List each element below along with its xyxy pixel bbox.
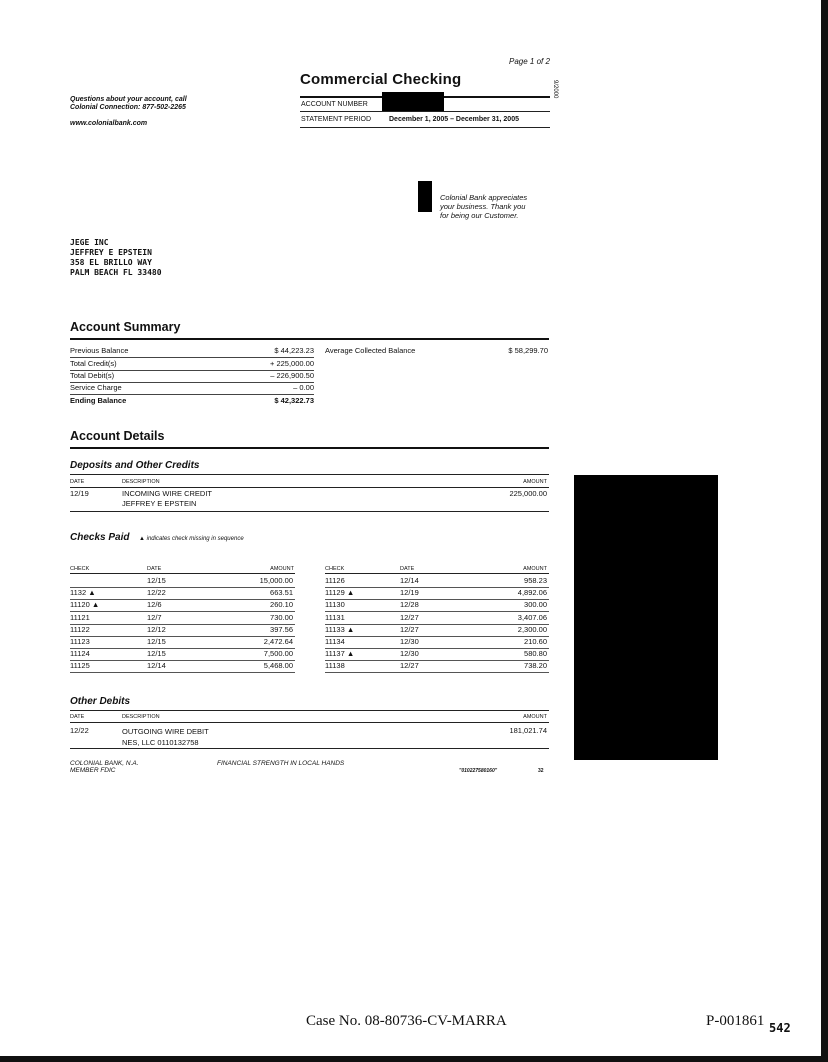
check-amount: 738.20 <box>524 661 547 671</box>
summary-value: – 226,900.50 <box>270 371 314 380</box>
check-date: 12/27 <box>400 661 419 671</box>
debit-desc-line-1: OUTGOING WIRE DEBIT <box>122 727 209 736</box>
deposit-desc-line-2: JEFFREY E EPSTEIN <box>122 499 197 508</box>
check-amount: 663.51 <box>270 588 293 598</box>
check-number: 11126 <box>325 576 345 585</box>
check-date: 12/28 <box>400 600 419 610</box>
bank-name: COLONIAL BANK, N.A. <box>70 760 139 767</box>
summary-row-ending-balance <box>70 395 314 407</box>
contact-line-1: Questions about your account, call <box>70 96 187 103</box>
form-code: 9/2000 <box>552 80 558 99</box>
check-date: 12/6 <box>147 600 162 610</box>
check-amount: 2,300.00 <box>517 624 547 634</box>
account-details-heading: Account Details <box>70 429 165 443</box>
column-amount: AMOUNT <box>523 566 547 572</box>
check-row <box>70 648 295 661</box>
check-date: 12/19 <box>400 588 419 598</box>
column-description: DESCRIPTION <box>122 479 160 485</box>
check-row <box>325 624 549 637</box>
address-line: JEGE INC <box>70 238 109 247</box>
check-row <box>325 660 549 673</box>
check-number: 11134 <box>325 637 345 646</box>
thank-you-message <box>440 193 527 220</box>
column-check: CHECK <box>70 566 90 572</box>
bates-page: 542 <box>769 1021 791 1035</box>
account-number-redaction <box>382 92 444 112</box>
summary-label: Ending Balance <box>70 396 127 405</box>
check-date: 12/15 <box>147 576 166 585</box>
checks-left-header-rule <box>70 573 295 574</box>
summary-row <box>70 345 314 358</box>
check-row <box>70 587 295 600</box>
bates-number: P-001861 <box>706 1013 765 1029</box>
deposit-amount: 225,000.00 <box>509 489 547 498</box>
case-number: Case No. 08-80736-CV-MARRA <box>306 1013 507 1029</box>
check-number: 11130 <box>325 600 345 610</box>
check-row <box>70 612 295 625</box>
check-amount: 580.80 <box>524 649 547 659</box>
check-number: 11123 <box>70 637 90 646</box>
check-date: 12/12 <box>147 624 166 634</box>
deposits-bottom-rule <box>70 511 549 512</box>
thanks-line-3: for being our Customer. <box>440 211 519 220</box>
check-number: 11125 <box>70 661 90 671</box>
summary-row <box>70 382 314 395</box>
thanks-line-1: Colonial Bank appreciates <box>440 193 528 202</box>
debits-bottom-rule <box>70 748 549 749</box>
summary-rule <box>70 338 549 340</box>
debit-description <box>122 726 209 748</box>
check-number: 11120 ▲ <box>70 600 100 610</box>
check-row <box>70 624 295 637</box>
check-row <box>325 648 549 661</box>
summary-value: $ 44,223.23 <box>274 346 314 355</box>
check-amount: 730.00 <box>270 612 293 622</box>
statement-period: December 1, 2005 – December 31, 2005 <box>389 116 519 123</box>
summary-value: – 0.00 <box>293 383 314 392</box>
checks-right-header-rule <box>325 573 549 574</box>
address-line: JEFFREY E EPSTEIN <box>70 248 152 257</box>
check-amount: 210.60 <box>524 637 547 646</box>
account-number-label: ACCOUNT NUMBER <box>301 101 368 108</box>
scan-edge-bottom <box>0 1056 828 1062</box>
deposits-header-rule <box>70 487 549 488</box>
member-fdic: MEMBER FDIC <box>70 767 116 774</box>
column-amount: AMOUNT <box>523 714 547 720</box>
bank-website: www.colonialbank.com <box>70 120 148 127</box>
column-amount: AMOUNT <box>270 566 294 572</box>
account-summary-heading: Account Summary <box>70 320 181 334</box>
thanks-line-2: your business. Thank you <box>440 202 526 211</box>
check-date: 12/22 <box>147 588 166 598</box>
check-row <box>325 612 549 625</box>
average-balance-label: Average Collected Balance <box>325 346 416 355</box>
check-number: 11124 <box>70 649 90 659</box>
column-check: CHECK <box>325 566 345 572</box>
check-amount: 397.56 <box>270 624 293 634</box>
average-balance-value: $ 58,299.70 <box>508 346 548 355</box>
check-row <box>325 575 549 588</box>
summary-label: Previous Balance <box>70 346 129 355</box>
check-number: 11138 <box>325 661 345 671</box>
missing-check-note: ▲ indicates check missing in sequence <box>139 536 244 542</box>
check-number: 11129 ▲ <box>325 588 355 598</box>
contact-phone: Colonial Connection: 877-502-2265 <box>70 104 186 111</box>
column-date: DATE <box>147 566 162 572</box>
check-row <box>70 660 295 673</box>
check-amount: 15,000.00 <box>259 576 293 585</box>
check-row <box>70 599 295 612</box>
check-amount: 2,472.64 <box>263 637 293 646</box>
summary-value: $ 42,322.73 <box>274 396 314 405</box>
check-row <box>325 587 549 600</box>
debit-desc-line-2: NES, LLC 0110132758 <box>122 738 199 747</box>
summary-label: Total Debit(s) <box>70 371 115 380</box>
check-date: 12/15 <box>147 649 166 659</box>
marketing-redaction <box>418 181 432 212</box>
check-number: 1132 ▲ <box>70 588 96 598</box>
check-amount: 5,468.00 <box>263 661 293 671</box>
summary-label: Service Charge <box>70 383 122 392</box>
contact-info <box>70 96 187 112</box>
column-amount: AMOUNT <box>523 479 547 485</box>
debits-rule <box>70 710 549 711</box>
summary-value: + 225,000.00 <box>269 359 314 368</box>
column-date: DATE <box>70 479 85 485</box>
check-amount: 3,407.06 <box>517 612 547 622</box>
statement-title: Commercial Checking <box>300 71 462 88</box>
column-date: DATE <box>70 714 85 720</box>
deposits-heading: Deposits and Other Credits <box>70 460 200 471</box>
checks-paid-heading: Checks Paid <box>70 532 130 543</box>
check-number: 11122 <box>70 624 90 634</box>
footer-number: 32 <box>538 768 544 774</box>
check-date: 12/27 <box>400 612 419 622</box>
check-date: 12/7 <box>147 612 162 622</box>
account-rule <box>300 111 550 112</box>
deposit-desc-line-1: INCOMING WIRE CREDIT <box>122 489 212 498</box>
check-row <box>70 636 295 649</box>
scan-edge-right <box>821 0 828 1062</box>
summary-label: Total Credit(s) <box>70 359 117 368</box>
check-amount: 260.10 <box>270 600 293 610</box>
other-debits-heading: Other Debits <box>70 696 131 707</box>
check-date: 12/30 <box>400 649 419 659</box>
check-amount: 4,892.06 <box>517 588 547 598</box>
micr-code: "010227580160" <box>459 768 498 774</box>
check-number: 11133 ▲ <box>325 624 355 634</box>
debits-header-rule <box>70 722 549 723</box>
column-description: DESCRIPTION <box>122 714 160 720</box>
statement-period-label: STATEMENT PERIOD <box>301 116 372 123</box>
column-date: DATE <box>400 566 415 572</box>
address-line: 358 EL BRILLO WAY <box>70 258 152 267</box>
deposit-description <box>122 489 212 509</box>
debit-date: 12/22 <box>70 726 89 735</box>
page-number: Page 1 of 2 <box>509 57 550 66</box>
check-number: 11137 ▲ <box>325 649 355 659</box>
check-date: 12/30 <box>400 637 419 646</box>
period-rule <box>300 127 550 128</box>
check-row <box>325 636 549 649</box>
bank-footer <box>70 760 139 774</box>
check-row <box>70 575 295 588</box>
check-date: 12/14 <box>400 576 419 585</box>
check-amount: 7,500.00 <box>263 649 293 659</box>
bank-slogan: FINANCIAL STRENGTH IN LOCAL HANDS <box>217 760 345 767</box>
check-date: 12/27 <box>400 624 419 634</box>
check-date: 12/14 <box>147 661 166 671</box>
check-number: 11121 <box>70 612 90 622</box>
check-amount: 958.23 <box>524 576 547 585</box>
mailing-address <box>70 238 162 278</box>
check-amount: 300.00 <box>524 600 547 610</box>
deposits-rule <box>70 474 549 475</box>
side-redaction <box>574 475 718 760</box>
address-line: PALM BEACH FL 33480 <box>70 268 162 277</box>
check-row <box>325 599 549 612</box>
details-rule <box>70 447 549 449</box>
debit-amount: 181,021.74 <box>509 726 547 735</box>
check-date: 12/15 <box>147 637 166 646</box>
deposit-date: 12/19 <box>70 489 89 498</box>
check-number: 11131 <box>325 612 345 622</box>
